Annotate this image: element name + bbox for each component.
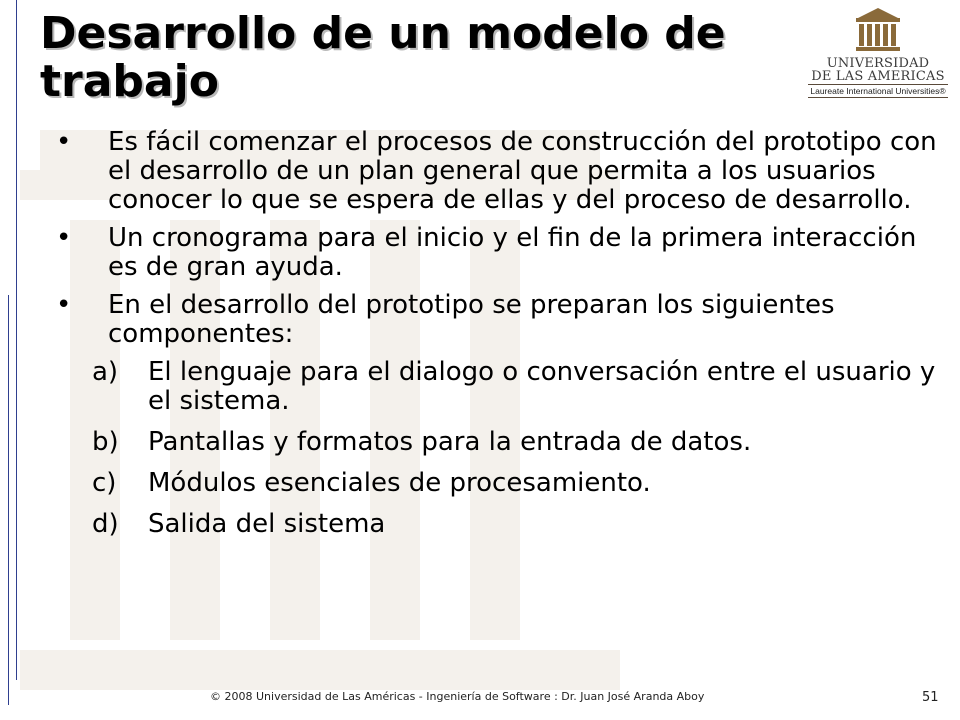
sub-list-item (92, 358, 942, 416)
bullet-text: En el desarrollo del prototipo se preparan los siguientes componentes: (108, 290, 835, 349)
slide-title: Desarrollo de un modelo de trabajo (40, 8, 726, 107)
logo-name-line-1: UNIVERSIDAD (826, 56, 930, 71)
bullet-item (52, 291, 942, 349)
logo-rule-top (808, 84, 948, 85)
university-logo (806, 6, 950, 98)
sub-list-text: El lenguaje para el dialogo o conversación entre el usuario y el sistema. (148, 357, 936, 416)
bullet-text: Un cronograma para el inicio y el fin de la primera interacción es de gran ayuda. (108, 223, 917, 282)
logo-rule-bottom (808, 97, 948, 98)
bullet-marker: • (56, 223, 72, 253)
sub-list-item (92, 469, 942, 498)
sub-list-marker: c) (92, 468, 117, 498)
bullet-marker: • (56, 127, 72, 157)
bullet-item (52, 128, 942, 215)
page-number: 51 (922, 690, 939, 705)
sub-list (52, 358, 942, 539)
sub-list-item (92, 510, 942, 539)
left-rule (16, 0, 17, 680)
logo-tagline: Laureate International Universities® (810, 86, 946, 96)
university-building-icon (806, 6, 950, 56)
slide-footer: © 2008 Universidad de Las Américas - Ingeniería de Software : Dr. Juan José Aranda Aboy (210, 690, 705, 703)
bullet-marker: • (56, 290, 72, 320)
left-rule-secondary (8, 295, 9, 705)
sub-list-text: Salida del sistema (148, 509, 386, 539)
bullet-text: Es fácil comenzar el procesos de construcción del prototipo con el desarrollo de un plan general que permita a los usuarios conocer lo que se espera de ellas y del proceso de desarrollo. (108, 127, 937, 215)
sub-list-marker: a) (92, 357, 119, 387)
slide-content (52, 128, 942, 551)
bullet-item (52, 224, 942, 282)
sub-list-marker: d) (92, 509, 119, 539)
sub-list-item (92, 428, 942, 457)
sub-list-marker: b) (92, 427, 119, 457)
sub-list-text: Módulos esenciales de procesamiento. (148, 468, 651, 498)
logo-name-line-2: DE LAS AMERICAS (811, 69, 945, 84)
sub-list-text: Pantallas y formatos para la entrada de datos. (148, 427, 752, 457)
